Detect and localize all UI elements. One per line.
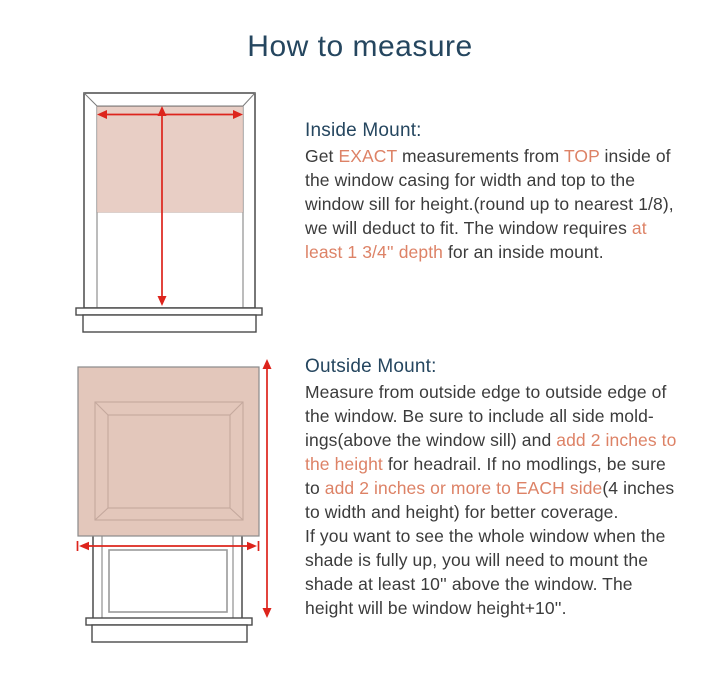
highlighted-text: at [631, 218, 647, 238]
inside-mount-shade [97, 107, 243, 213]
highlighted-text: add 2 inches or more to EACH side [324, 478, 603, 498]
body-text: shade is fully up, you will need to mount the [305, 550, 649, 570]
height-measurement-arrow [263, 359, 272, 618]
window-sill [76, 308, 262, 315]
inside-mount-diagram [70, 88, 280, 340]
window-apron [92, 625, 247, 642]
window-sash [109, 550, 227, 612]
inside-mount-paragraph [305, 144, 710, 264]
body-text: to width and height) for better coverage. [305, 502, 619, 522]
body-text: inside of [599, 146, 671, 166]
highlighted-text: least 1 3/4'' depth [305, 242, 443, 262]
outside-mount-heading: Outside Mount: [305, 356, 437, 377]
inside-mount-section [305, 118, 710, 264]
body-text: for an inside mount. [443, 242, 604, 262]
body-text: If you want to see the whole window when the [305, 526, 666, 546]
arrowhead-down [263, 608, 272, 618]
window-sill [86, 618, 252, 625]
arrowhead-down [158, 296, 167, 306]
highlighted-text: TOP [563, 146, 600, 166]
body-text: (4 inches [602, 478, 675, 498]
frame-miter-right [243, 93, 255, 106]
body-text: measurements from [397, 146, 564, 166]
highlighted-text: add 2 inches to [556, 430, 677, 450]
arrowhead-right [247, 542, 257, 550]
body-text: the window casing for width and top to the [305, 170, 636, 190]
body-text: Measure from outside edge to outside edge of [305, 382, 667, 402]
arrowhead-up [263, 359, 272, 369]
outside-mount-diagram [60, 350, 290, 660]
arrowhead-left [79, 542, 89, 550]
frame-miter-left [84, 93, 97, 106]
body-text: the window. Be sure to include all side mold- [305, 406, 654, 426]
page-title: How to measure [247, 30, 473, 63]
inside-mount-heading: Inside Mount: [305, 120, 422, 141]
body-text: height will be window height+10''. [305, 598, 567, 618]
window-frame-lower [93, 536, 242, 618]
body-text: window sill for height.(round up to nearest 1/8), [305, 194, 674, 214]
highlighted-text: the height [305, 454, 383, 474]
body-text: we will deduct to fit. The window requires [305, 218, 632, 238]
window-apron [83, 315, 256, 332]
body-text: for headrail. If no modlings, be sure [382, 454, 666, 474]
body-text: ings(above the window sill) and [305, 430, 557, 450]
outside-mount-section [305, 354, 710, 620]
highlighted-text: EXACT [338, 146, 398, 166]
body-text: shade at least 10'' above the window. The [305, 574, 633, 594]
body-text: Get [305, 146, 339, 166]
body-text: to [305, 478, 325, 498]
outside-mount-paragraph [305, 380, 710, 620]
